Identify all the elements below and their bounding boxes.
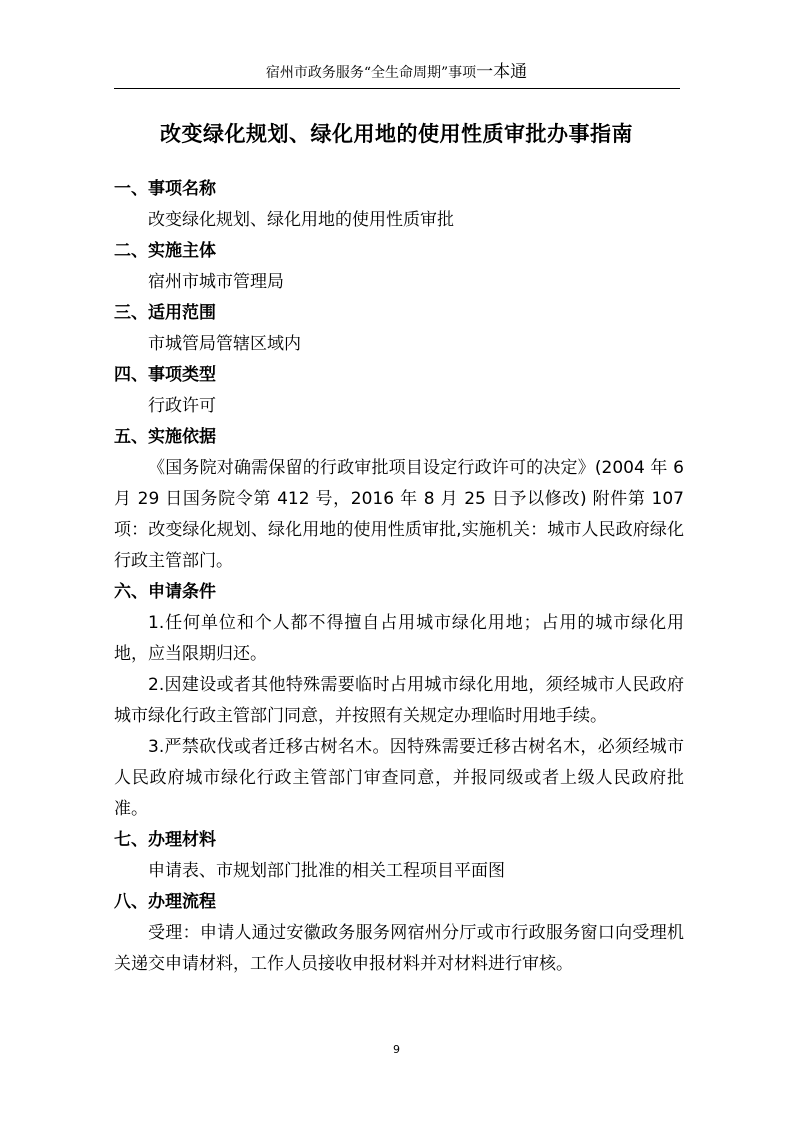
section-paragraph: 3.严禁砍伐或者迁移古树名木。因特殊需要迁移古树名木，必须经城市人民政府城市绿化行政主管部门审查同意，并报同级或者上级人民政府批准。 [114, 737, 684, 819]
document-title: 改变绿化规划、绿化用地的使用性质审批办事指南 [160, 122, 633, 146]
section-paragraph: 《国务院对确需保留的行政审批项目设定行政许可的决定》(2004 年 6 月 29 日国务院令第 412 号，2016 年 8 月 25 日予以修改) 附件第 107 项：改变绿化规划、绿化用地的使用性质审批,实施机关：城市人民政府绿化行政主管部门。 [114, 458, 684, 571]
section-paragraph: 1.任何单位和个人都不得擅自占用城市绿化用地；占用的城市绿化用地，应当限期归还。 [114, 613, 684, 664]
section-heading: 六、申请条件 [114, 582, 216, 602]
section-heading: 七、办理材料 [114, 830, 216, 850]
section-paragraph: 受理：申请人通过安徽政务服务网宿州分厅或市行政服务窗口向受理机关递交申请材料，工作人员接收申报材料并对材料进行审核。 [114, 923, 684, 974]
section-implementing-body [114, 236, 684, 298]
section-heading: 一、事项名称 [114, 179, 216, 199]
section-paragraph: 2.因建设或者其他特殊需要临时占用城市绿化用地，须经城市人民政府城市绿化行政主管部门同意，并按照有关规定办理临时用地手续。 [114, 675, 684, 726]
section-paragraph: 市城管局管辖区域内 [148, 334, 301, 354]
section-paragraph: 改变绿化规划、绿化用地的使用性质审批 [148, 210, 454, 230]
document-body [114, 174, 684, 980]
header-text: 宿州市政务服务“全生命周期”事项 [265, 65, 477, 81]
section-conditions [114, 577, 684, 825]
section-heading: 五、实施依据 [114, 427, 216, 447]
page-number: 9 [393, 1043, 400, 1056]
section-process [114, 887, 684, 980]
section-heading: 四、事项类型 [114, 365, 216, 385]
section-heading: 八、办理流程 [114, 892, 216, 912]
section-heading: 二、实施主体 [114, 241, 216, 261]
section-paragraph: 申请表、市规划部门批准的相关工程项目平面图 [148, 861, 505, 881]
section-heading: 三、适用范围 [114, 303, 216, 323]
section-item-type [114, 360, 684, 422]
section-scope [114, 298, 684, 360]
header-rule [114, 88, 680, 89]
section-materials [114, 825, 684, 887]
header-text-large: 一本通 [476, 62, 528, 82]
section-item-name [114, 174, 684, 236]
section-paragraph: 宿州市城市管理局 [148, 272, 284, 292]
running-header [0, 62, 793, 83]
section-paragraph: 行政许可 [148, 396, 216, 416]
section-legal-basis [114, 422, 684, 577]
